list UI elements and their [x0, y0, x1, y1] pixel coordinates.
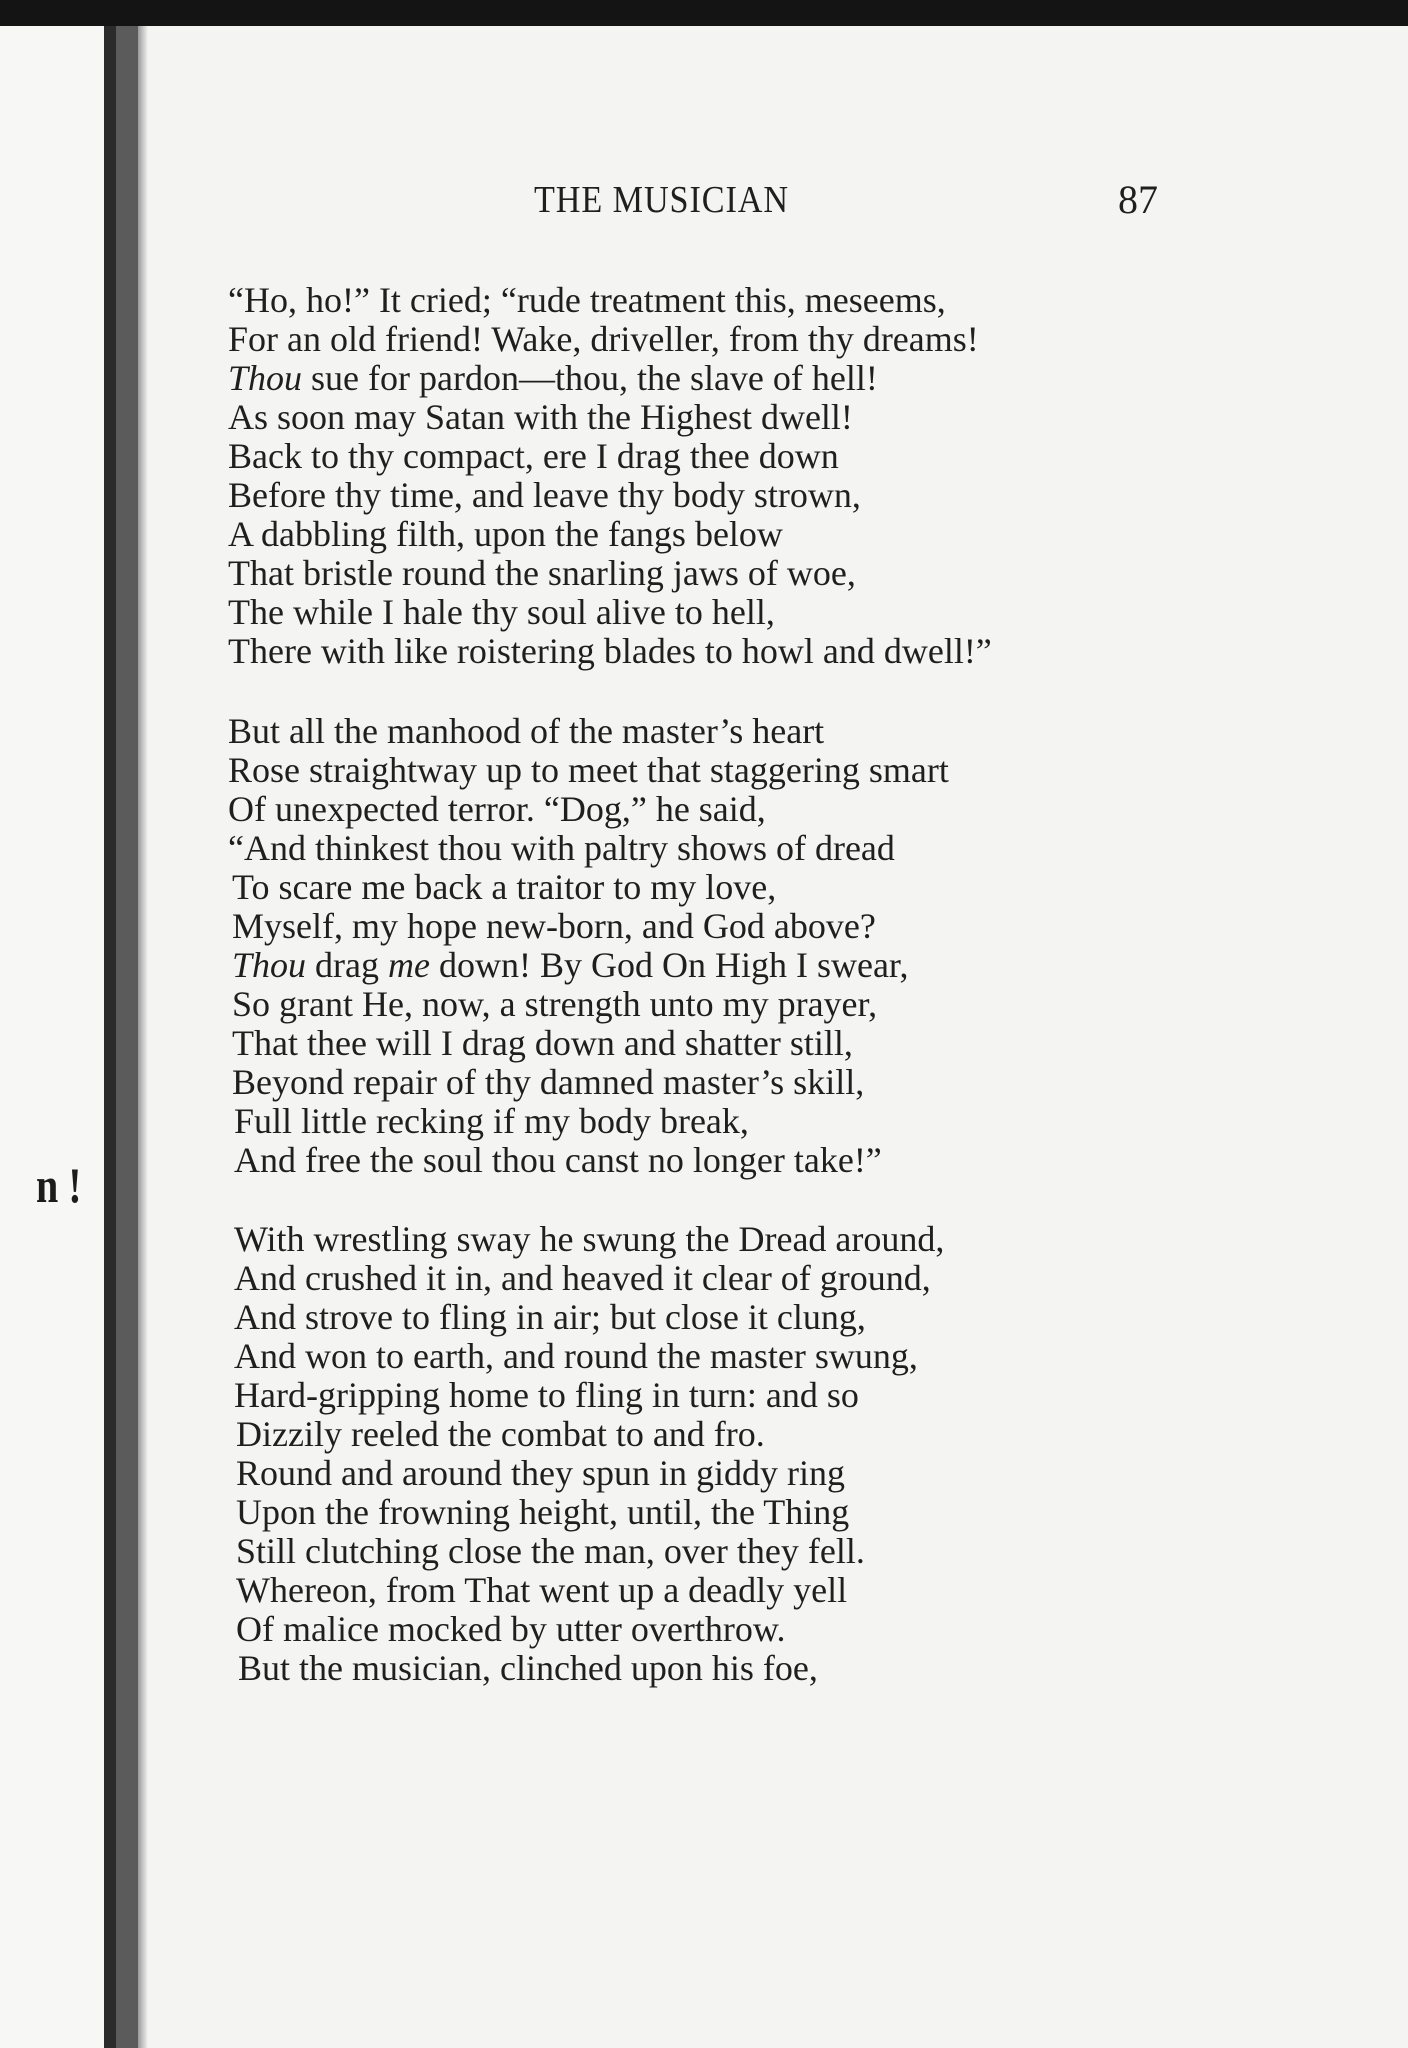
gutter-fade [138, 26, 148, 2048]
poem-line: A dabbling filth, upon the fangs below [228, 514, 783, 554]
poem-line: There with like roistering blades to howl and dwell!” [228, 631, 992, 671]
poem-line: The while I hale thy soul alive to hell, [228, 592, 775, 632]
poem-line: That bristle round the snarling jaws of woe, [228, 553, 856, 593]
poem-line: Hard-gripping home to fling in turn: and so [234, 1375, 859, 1415]
stanza-1 [228, 281, 992, 671]
poem-line: And won to earth, and round the master swung, [234, 1336, 918, 1376]
poem-line: Myself, my hope new-born, and God above? [232, 906, 876, 946]
poem-line: Dizzily reeled the combat to and fro. [236, 1414, 765, 1454]
poem-line: “Ho, ho!” It cried; “rude treatment this, meseems, [228, 280, 946, 320]
poem-line: To scare me back a traitor to my love, [232, 867, 777, 907]
poem-line: And strove to fling in air; but close it clung, [234, 1297, 866, 1337]
gutter-shadow [104, 26, 116, 2048]
poem-line: With wrestling sway he swung the Dread around, [234, 1219, 945, 1259]
poem-line: And crushed it in, and heaved it clear of ground, [234, 1258, 931, 1298]
poem-line: But the musician, clinched upon his foe, [238, 1648, 818, 1688]
poem-line: Full little recking if my body break, [234, 1101, 749, 1141]
poem-line: Of malice mocked by utter overthrow. [236, 1609, 786, 1649]
page-number: 87 [1118, 177, 1158, 222]
poem-line: “And thinkest thou with paltry shows of dread [228, 828, 895, 868]
gutter-edge [116, 26, 138, 2048]
poem-line: Whereon, from That went up a deadly yell [236, 1570, 848, 1610]
stanza-2 [228, 712, 949, 1180]
poem-line: Round and around they spun in giddy ring [236, 1453, 845, 1493]
poem-line: But all the manhood of the master’s heart [228, 711, 825, 751]
poem-line: Of unexpected terror. “Dog,” he said, [228, 789, 766, 829]
poem-line: As soon may Satan with the Highest dwell! [228, 397, 853, 437]
page [148, 26, 1408, 2048]
left-page-edge [0, 26, 104, 2048]
left-page-text-fragment: n ! [36, 1157, 82, 1213]
stanza-3 [228, 1220, 944, 1688]
poem-line: And free the soul thou canst no longer take!” [234, 1140, 882, 1180]
poem-line: Thou drag me down! By God On High I swear, [232, 945, 909, 985]
poem-line: Still clutching close the man, over they fell. [236, 1531, 865, 1571]
poem-line: Upon the frowning height, until, the Thing [236, 1492, 850, 1532]
scan-top-border [0, 0, 1408, 26]
poem-line: For an old friend! Wake, driveller, from thy dreams! [228, 319, 979, 359]
poem-line: Thou sue for pardon—thou, the slave of hell! [228, 358, 878, 398]
poem-line: Before thy time, and leave thy body strown, [228, 475, 861, 515]
running-head: THE MUSICIAN [534, 179, 789, 221]
poem-line: Back to thy compact, ere I drag thee down [228, 436, 839, 476]
poem-line: Rose straightway up to meet that staggering smart [228, 750, 949, 790]
poem-line: That thee will I drag down and shatter still, [232, 1023, 853, 1063]
poem-line: Beyond repair of thy damned master’s skill, [232, 1062, 865, 1102]
poem-line: So grant He, now, a strength unto my prayer, [232, 984, 878, 1024]
